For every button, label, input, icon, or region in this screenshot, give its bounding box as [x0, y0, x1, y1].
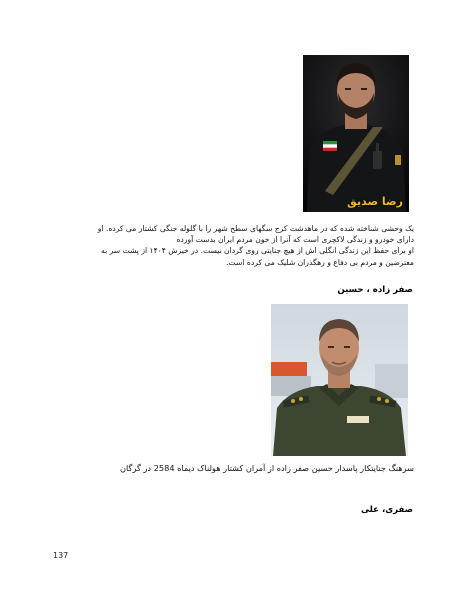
paragraph-line: سرهنگ جنایتکار پاسدار حسین صفر زاده از آمران کشتار هولناک دیماه 2584 در گرگان [120, 463, 414, 473]
person-name-heading: صفری، علی [360, 505, 413, 515]
portrait-illustration-1 [303, 55, 409, 212]
page-number: 137 [53, 551, 69, 560]
person-name-heading: صفر زاده ، حسین [337, 285, 413, 295]
paragraph-line: معترضین و مردم بی دفاع و رهگذران شلیک می کرده است. [226, 257, 414, 267]
description-paragraph-2 [52, 463, 414, 474]
portrait-photo-1 [303, 55, 409, 212]
portrait-photo-2 [271, 304, 408, 456]
paragraph-line: یک وحشی شناخته شده که در ماهدشت کرج سگهای سطح شهر را با گلوله جنگی کشتار می کرده. او [97, 224, 414, 233]
paragraph-line: او برای حفظ این زندگی انگلی اش از هیچ جنایتی روی گردان نیست. در خیزش ۱۴۰۴ از پشت سر به [101, 246, 414, 256]
paragraph-line: دارای خودرو و زندگی لاکچری است که آنرا از خون مردم ایران بدست آورده [176, 235, 414, 245]
description-paragraph-1 [52, 223, 414, 268]
portrait-illustration-2 [271, 304, 408, 456]
photo-caption: رضا صدیق [347, 195, 403, 208]
